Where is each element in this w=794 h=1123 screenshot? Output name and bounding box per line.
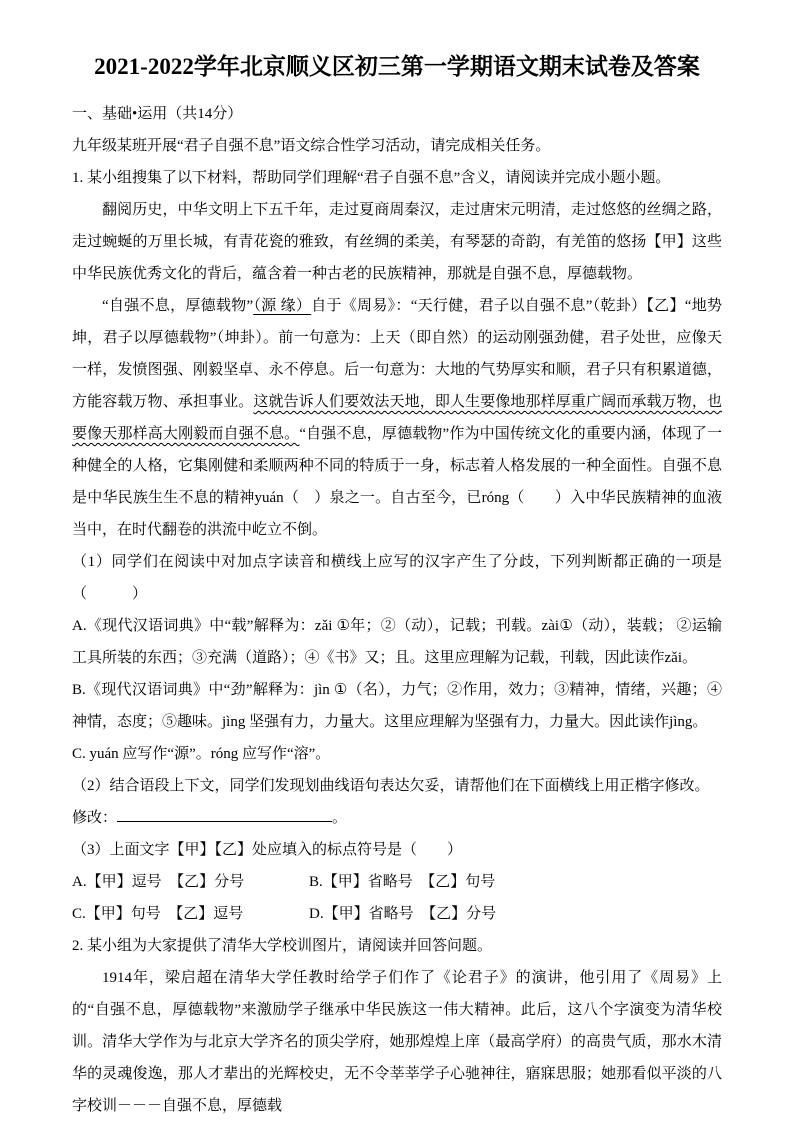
- answer-blank-line: [117, 807, 332, 822]
- question-1-3-options-row-1: [72, 866, 722, 898]
- passage-paragraph-2: [72, 290, 722, 546]
- passage-2-text-middle: 自于《周易》：“天行健，君子以自强不息”（乾卦）【乙】“地势坤，君子以厚德载物”（坤卦）。前一句意为：上天（即自然）的运动刚强劲健，君子处世，应像天一样，发愤图强、刚毅坚卓、永不停息。后一句意为：大地的气势厚实和顺，君子只有积累道德，方能容载万物、承担事业。: [72, 298, 722, 410]
- question-1-1-option-b: B.《现代汉语词典》中“劲”解释为：jìn ①（名），力气；②作用，效力；③精神，情绪，兴趣；④神情，态度；⑤趣味。jìng 坚强有力，力量大。这里应理解为坚强有力，力量大。因此读作jìng。: [72, 682, 722, 730]
- passage-2-text-end: “自强不息，厚德载物”作为中国传统文化的重要内涵，体现了一种健全的人格，它集刚健和柔顺两种不同的特质于一身，标志着人格发展的一种全面性。自强不息是中华民族生生不息的精神yuán（ ）泉之一。自古至今，已róng（ ）入中华民族精神的血液当中，在时代翻卷的洪流中屹立不倒。: [72, 426, 722, 538]
- answer-period: 。: [332, 810, 348, 826]
- option-b: B.【甲】省略号 【乙】句号: [309, 874, 496, 890]
- passage-paragraph-1: 翻阅历史，中华文明上下五千年，走过夏商周秦汉，走过唐宋元明清，走过悠悠的丝绸之路，走过蜿蜒的万里长城，有青花瓷的雅致，有丝绸的柔美，有琴瑟的奇韵，有羌笛的悠扬【甲】这些中华民族优秀文化的背后，蕴含着一种古老的民族精神，那就是自强不息，厚德载物。: [72, 202, 722, 282]
- question-1-2-stem: （2）结合语段上下文，同学们发现划曲线语句表达欠妥，请帮他们在下面横线上用正楷字修改。: [72, 778, 710, 794]
- section-heading: 一、基础•运用（共14分）: [72, 106, 243, 122]
- option-d: D.【甲】省略号 【乙】分号: [309, 906, 497, 922]
- underlined-word-choice: （源 缘）: [253, 298, 312, 314]
- answer-line: [72, 802, 722, 834]
- option-c: C.【甲】句号 【乙】逗号: [72, 906, 244, 922]
- question-1-3-stem: （3）上面文字【甲】【乙】处应填入的标点符号是（ ）: [72, 842, 463, 858]
- question-2-stem: 2. 某小组为大家提供了清华大学校训图片，请阅读并回答问题。: [72, 938, 493, 954]
- question-1-3-options-row-2: [72, 898, 722, 930]
- question-1-1-stem: （1）同学们在阅读中对加点字读音和横线上应写的汉字产生了分歧，下列判断都正确的一项是（ ）: [72, 554, 722, 602]
- question-1-1-option-a: A.《现代汉语词典》中“载”解释为：zǎi ①年；②（动），记载；刊载。zài①（动），装载； ②运输工具所装的东西；③充满（道路）；④《书》又；且。这里应理解为记载，刊载，因此读作zǎi。: [72, 618, 722, 666]
- option-a: A.【甲】逗号 【乙】分号: [72, 874, 245, 890]
- passage-2-text-start: “自强不息，厚德载物”: [102, 298, 254, 314]
- question-1-1-option-c: C. yuán 应写作“源”。róng 应写作“溶”。: [72, 746, 331, 762]
- passage-paragraph-3: 1914年，梁启超在清华大学任教时给学子们作了《论君子》的演讲，他引用了《周易》上的“自强不息，厚德载物”来激励学子继承中华民族这一伟大精神。此后，这八个字演变为清华校训。清华大学作为与北京大学齐名的顶尖学府，她那煌煌上庠（最高学府）的高贵气质，那水木清华的灵魂俊逸，那人才辈出的光辉校史，无不令莘莘学子心驰神往，寤寐思服；她那看似平淡的八字校训－－－自强不息，厚德载: [72, 970, 722, 1114]
- answer-label: 修改：: [72, 810, 118, 826]
- wavy-underlined-sentence: 这就告诉人们要效法天地，即人生要像地那样厚重广阔而承载万物，也要像天那样高大刚毅而自强不息。: [72, 394, 722, 442]
- document-title: 2021-2022学年北京顺义区初三第一学期语文期末试卷及答案: [94, 54, 700, 79]
- question-1-stem: 1. 某小组搜集了以下材料，帮助同学们理解“君子自强不息”含义，请阅读并完成小题小题。: [72, 170, 671, 186]
- activity-intro: 九年级某班开展“君子自强不息”语文综合性学习活动，请完成相关任务。: [72, 138, 551, 154]
